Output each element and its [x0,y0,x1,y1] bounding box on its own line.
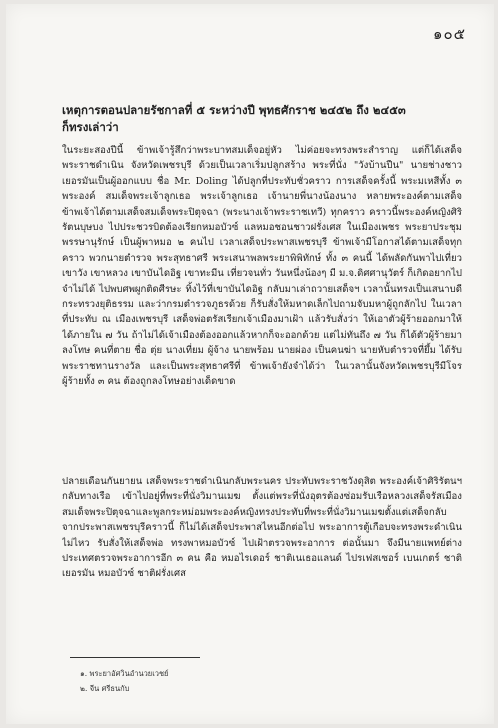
paragraph-1: ในระยะสองปีนี้ ข้าพเจ้ารู้สึกว่าพระบาทสมเด็จอยู่หัว ไม่ค่อยจะทรงพระสำราญ แต่ก็ได้เสด็จพระราชดำเนิน จังหวัดเพชรบุรี ด้วยเป็นเวลาเริ่มปลูกสร้าง พระที่นั่ง "วังบ้านปืน" นายช่างชาวเยอรมันเป็นผู้ออกแบบ ชื่อ Mr. Doling ได้ปลูกที่ประทับชั่วคราว การเสด็จครั้งนี้ พระมเหสีทั้ง ๓ พระองค์ สมเด็จพระเจ้าลูกเธอ พระเจ้าลูกเธอ เจ้านายพี่นางน้องนาง หลายพระองค์ตามเสด็จ ข้าพเจ้าได้ตามเสด็จสมเด็จพระปิตุจฉา (พระนางเจ้าพระราชเทวี) ทุกคราว คราวนี้พระองค์หญิงศิริรัตนบุษบง ไปประชวรบิดต้องเรียกหมอบัวซ์ แลหมอชอนชาวฝรั่งเศส ในเมืองเพชร พระยาประชุมพรรษานุรักษ์ เป็นผู้พาหมอ ๒ คนไป เวลาเสด็จประพาสเพชรบุรี ข้าพเจ้ามีโอกาสได้ตามเสด็จทุกคราว พวกนายตำรวจ พระสุทธาศรี พระเสนาพลพระยาพิพิทักษ์ ทั้ง ๓ คนนี้ ได้พลัดกันพาไปเที่ยวเขาวัง เขาหลวง เขาบันไดอิฐ เขาทะมีน เที่ยวจนทั่ว วันหนึ่งน้องๆ มี ม.จ.ดิศศานุวัตร์ ก็เกิดอยากไป จำไม่ได้ ไปพบศพผูกติดศีรษะ ทิ้งไว้ที่เขาบันไดอิฐ กลับมาเล่าถวายเสด็จฯ เวลานั้นทรงเป็นเสนาบดีกระทรวงยุติธรรม และว่ากรมตำรวจภูธรด้วย ก็รับสั่งให้มหาดเล็กไปถามจับมหาผู้ถูกลักไป ในเวลาที่ประทับ ณ เมืองเพชรบุรี เสด็จพ่อตรัสเรียกเจ้าเมืองมาเฝ้า แล้วรับสั่งว่า ให้เอาตัวผู้ร้ายออกมาให้ได้ภายใน ๗ วัน ถ้าไม่ได้เจ้าเมืองต้องออกแล้วหากก็จะออกด้วย แต่ไม่ทันถึง ๗ วัน ก็ได้ตัวผู้ร้ายมาลงโทษ คนที่ตาย ชื่อ ตุ่ย นางเที่ยม ผู้จ้าง นายพร้อม นายผ่อง เป็นคนฆ่า นายหับตำรวจที่ยึ้ม ได้รับพระราชทานรางวัล และเป็นพระสุทธาศรีที่ ข้าพเจ้ายังจำได้ว่า ในเวลานั้นจังหวัดเพชรบุรีมีโจรผู้ร้ายทั้ง ๓ คน ต้องถูกลงโทษอย่างเด็ดขาด [62,145,462,388]
footnote-2: ๒. จีน ศรีธนกับ [80,684,130,693]
page-number: ๑๐๕ [432,25,466,43]
heading-line-1: เหตุการตอนปลายรัชกาลที่ ๕ ระหว่างปี พุทธศักราช ๒๔๕๒ ถึง ๒๔๕๓ [62,103,406,117]
footnote-divider [70,657,200,658]
paragraph-2: ปลายเดือนกันยายน เสด็จพระราชดำเนินกลับพระนคร ประทับพระราชวังดุสิต พระองค์เจ้าศิริรัตนฯ กลับทางเรือ เข้าไปอยู่ที่พระที่นั่งวิมานเมฆ ตั้งแต่พระที่นั่งอุตรต้องซ่อมรับเรือหลวงเสด็จรัสเมือง สมเด็จพระปิตุจฉาและพูลกระหม่อมพระองค์หญิงทรงประทับที่พระที่นั่งวิมานเมฆตั้งแต่เสด็จกลับจากประพาสเพชรบุรีคราวนี้ ก็ไม่ได้เสด็จประพาสไหนอีกต่อไป พระอาการตู้เกือบจะทรงพระดำเนินไม่ไหว รับสั่งให้เสด็จพ่อ ทรงพาหมอบัวซ์ ไปเฝ้าตรวจพระอาการ ต่อนั้นมา จึงมีนายแพทย์ต่างประเทศตรวจพระอาการอีก ๓ คน คือ หมอไรเดอร์ ชาติเนเธอแลนด์ ไปรเฟสเซอร์ เบนเกตร์ ชาติเยอรมัน หมอบัวซ์ ชาติฝรั่งเศส [62,476,462,580]
document-page [6,4,494,724]
section-heading [62,102,462,136]
footnote-1: ๑. พระยาอัศวินอำนวยเวชย์ [80,669,169,678]
footnotes [80,666,380,696]
heading-line-2: ก็ทรงเล่าว่า [62,120,119,134]
